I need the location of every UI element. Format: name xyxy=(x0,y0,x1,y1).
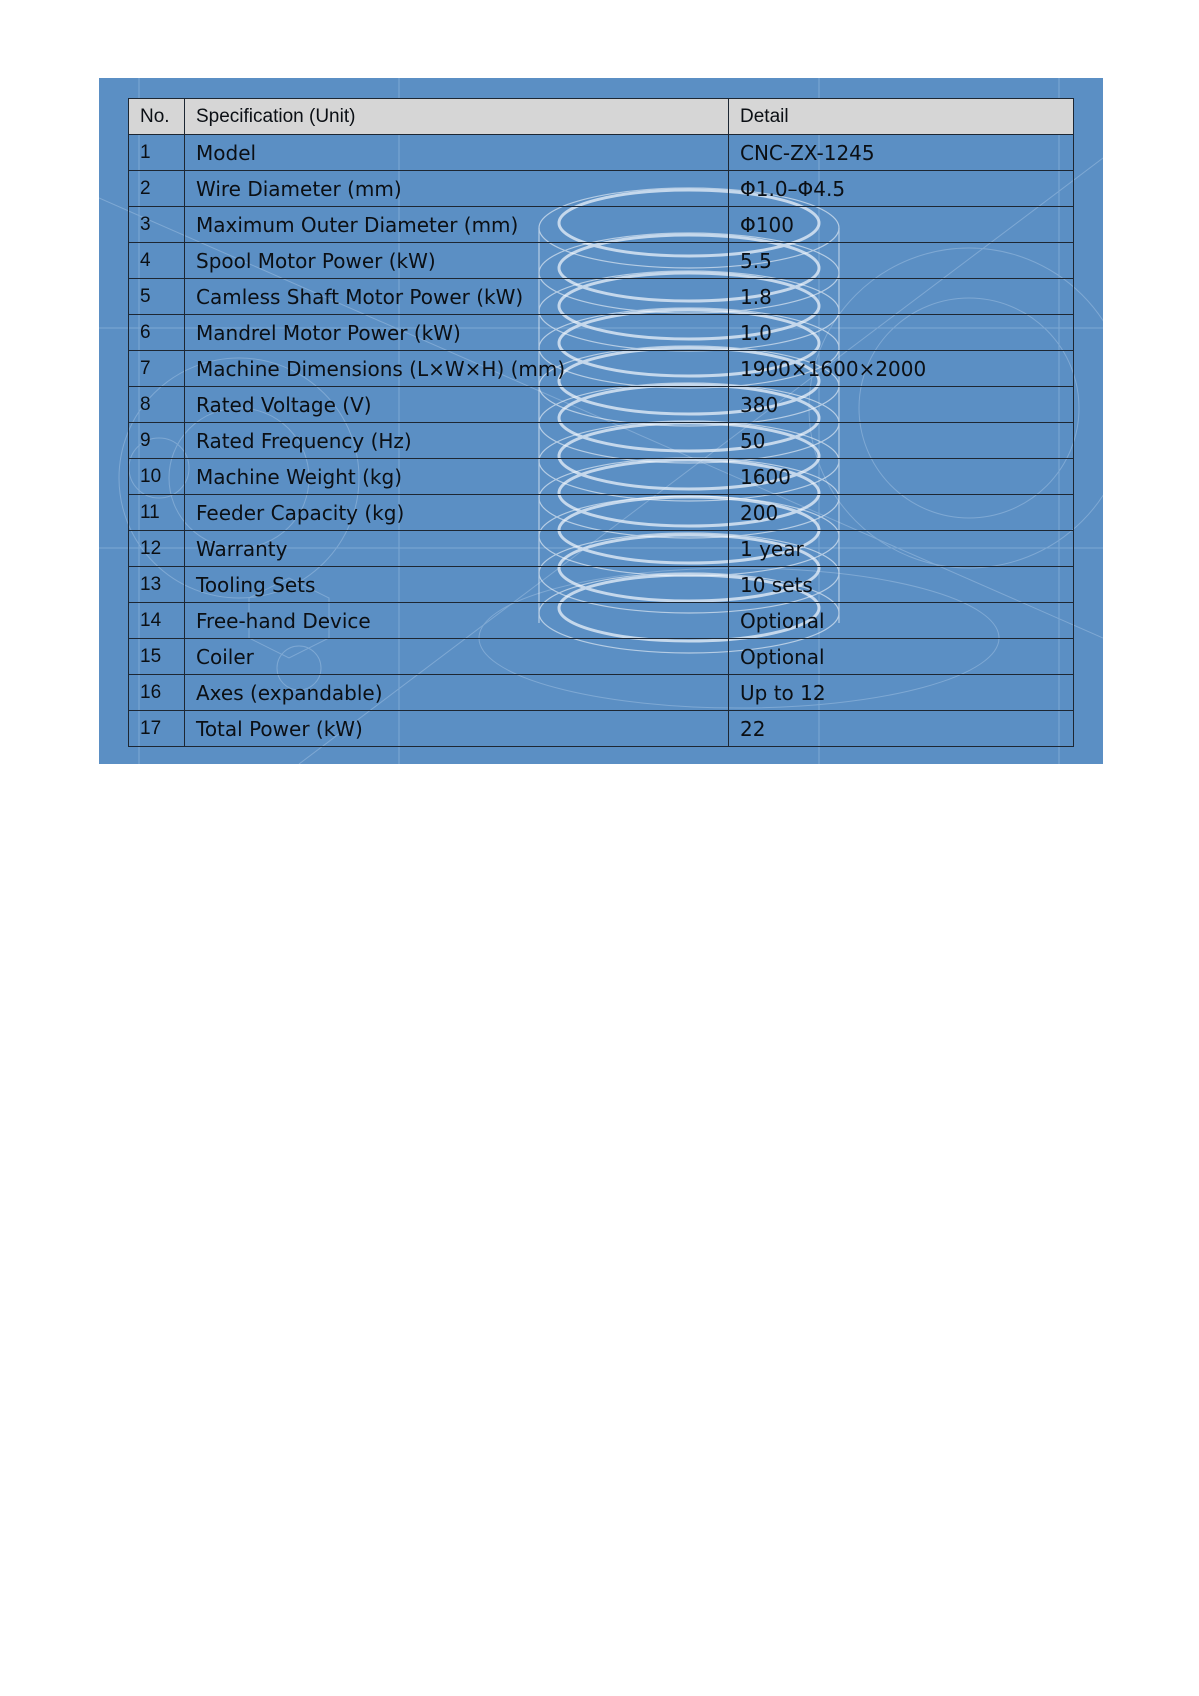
specification-cell: Rated Frequency (Hz) xyxy=(185,423,729,459)
row-number: 1 xyxy=(129,135,185,171)
specification-cell: Maximum Outer Diameter (mm) xyxy=(185,207,729,243)
detail-cell: 22 xyxy=(729,711,1074,747)
detail-cell: 1.0 xyxy=(729,315,1074,351)
table-row xyxy=(129,315,1074,351)
detail-cell: 1600 xyxy=(729,459,1074,495)
specification-cell: Model xyxy=(185,135,729,171)
specification-cell: Spool Motor Power (kW) xyxy=(185,243,729,279)
row-number: 11 xyxy=(129,495,185,531)
detail-cell: Φ100 xyxy=(729,207,1074,243)
table-row xyxy=(129,711,1074,747)
row-number: 3 xyxy=(129,207,185,243)
table-row xyxy=(129,531,1074,567)
row-number: 14 xyxy=(129,603,185,639)
table-row xyxy=(129,279,1074,315)
table-row xyxy=(129,171,1074,207)
column-header-detail: Detail xyxy=(729,99,1074,135)
specification-cell: Feeder Capacity (kg) xyxy=(185,495,729,531)
specification-cell: Free-hand Device xyxy=(185,603,729,639)
table-row xyxy=(129,675,1074,711)
detail-cell: 1900×1600×2000 xyxy=(729,351,1074,387)
specification-cell: Coiler xyxy=(185,639,729,675)
row-number: 15 xyxy=(129,639,185,675)
spec-banner xyxy=(99,78,1103,764)
column-header-no: No. xyxy=(129,99,185,135)
table-row xyxy=(129,423,1074,459)
detail-cell: CNC-ZX-1245 xyxy=(729,135,1074,171)
table-body xyxy=(129,135,1074,747)
row-number: 6 xyxy=(129,315,185,351)
specification-cell: Total Power (kW) xyxy=(185,711,729,747)
specification-cell: Warranty xyxy=(185,531,729,567)
detail-cell: 50 xyxy=(729,423,1074,459)
table-row xyxy=(129,243,1074,279)
row-number: 16 xyxy=(129,675,185,711)
detail-cell: Optional xyxy=(729,603,1074,639)
row-number: 9 xyxy=(129,423,185,459)
row-number: 17 xyxy=(129,711,185,747)
row-number: 13 xyxy=(129,567,185,603)
row-number: 4 xyxy=(129,243,185,279)
specification-cell: Axes (expandable) xyxy=(185,675,729,711)
row-number: 8 xyxy=(129,387,185,423)
detail-cell: 200 xyxy=(729,495,1074,531)
specification-cell: Camless Shaft Motor Power (kW) xyxy=(185,279,729,315)
column-header-specification: Specification (Unit) xyxy=(185,99,729,135)
detail-cell: 380 xyxy=(729,387,1074,423)
row-number: 10 xyxy=(129,459,185,495)
table-row xyxy=(129,135,1074,171)
detail-cell: Φ1.0–Φ4.5 xyxy=(729,171,1074,207)
row-number: 12 xyxy=(129,531,185,567)
specification-cell: Tooling Sets xyxy=(185,567,729,603)
specification-table xyxy=(128,98,1074,747)
detail-cell: Up to 12 xyxy=(729,675,1074,711)
row-number: 7 xyxy=(129,351,185,387)
specification-cell: Mandrel Motor Power (kW) xyxy=(185,315,729,351)
row-number: 5 xyxy=(129,279,185,315)
table-header-row xyxy=(129,99,1074,135)
specification-cell: Machine Weight (kg) xyxy=(185,459,729,495)
specification-cell: Machine Dimensions (L×W×H) (mm) xyxy=(185,351,729,387)
detail-cell: Optional xyxy=(729,639,1074,675)
table-row xyxy=(129,495,1074,531)
detail-cell: 10 sets xyxy=(729,567,1074,603)
specification-cell: Wire Diameter (mm) xyxy=(185,171,729,207)
table-row xyxy=(129,603,1074,639)
specification-cell: Rated Voltage (V) xyxy=(185,387,729,423)
table-row xyxy=(129,459,1074,495)
detail-cell: 5.5 xyxy=(729,243,1074,279)
table-row xyxy=(129,351,1074,387)
detail-cell: 1.8 xyxy=(729,279,1074,315)
row-number: 2 xyxy=(129,171,185,207)
detail-cell: 1 year xyxy=(729,531,1074,567)
table-row xyxy=(129,387,1074,423)
table-row xyxy=(129,207,1074,243)
table-row xyxy=(129,639,1074,675)
table-row xyxy=(129,567,1074,603)
